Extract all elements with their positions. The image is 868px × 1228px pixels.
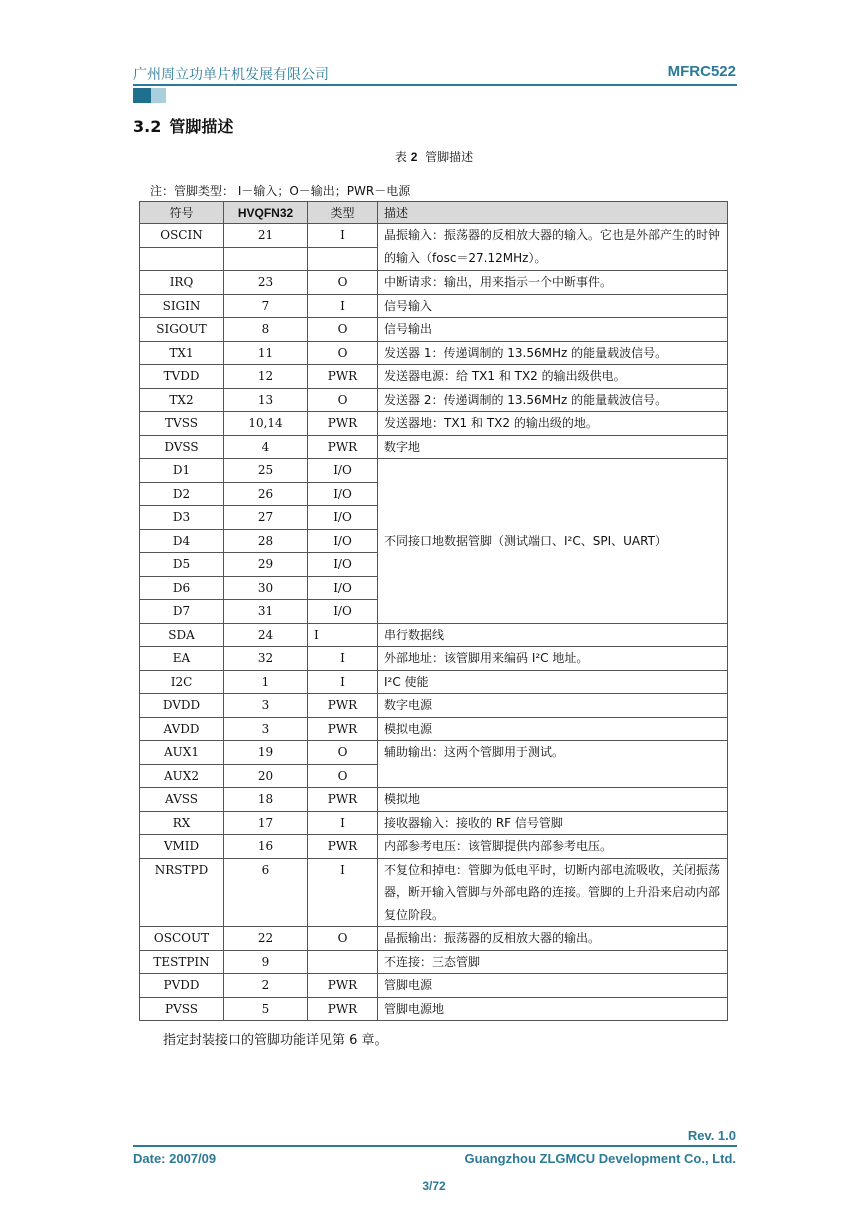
pin-type — [308, 950, 378, 974]
pin-description: 中断请求：输出，用来指示一个中断事件。 — [378, 271, 728, 295]
pin-description: 发送器 2：传递调制的 13.56MHz 的能量载波信号。 — [378, 388, 728, 412]
footer-date: Date: 2007/09 — [133, 1151, 217, 1166]
pin-description: 串行数据线 — [378, 623, 728, 647]
table-row — [140, 388, 728, 412]
pin-number: 1 — [224, 670, 308, 694]
pin-type: I/O — [308, 576, 378, 600]
pin-symbol: OSCOUT — [140, 927, 224, 951]
pin-number: 27 — [224, 506, 308, 530]
pin-number: 5 — [224, 997, 308, 1021]
pin-type: I/O — [308, 529, 378, 553]
pin-description: 数字地 — [378, 435, 728, 459]
pin-description: 接收器输入：接收的 RF 信号管脚 — [378, 811, 728, 835]
header-product: MFRC522 — [667, 63, 736, 80]
pin-symbol: D3 — [140, 506, 224, 530]
caption-title: 管脚描述 — [425, 150, 474, 164]
pin-type: PWR — [308, 788, 378, 812]
table-row — [140, 788, 728, 812]
pin-description: 管脚电源地 — [378, 997, 728, 1021]
pin-number: 24 — [224, 623, 308, 647]
header-symbol: 符号 — [140, 202, 224, 224]
pin-symbol: VMID — [140, 835, 224, 859]
caption-prefix: 表 — [394, 150, 407, 164]
pin-description: 晶振输入：振荡器的反相放大器的输入。它也是外部产生的时钟的输入（fosc＝27.12MHz）。 — [378, 224, 728, 271]
table-row — [140, 835, 728, 859]
pin-type: PWR — [308, 835, 378, 859]
table-row — [140, 717, 728, 741]
pin-symbol: AVSS — [140, 788, 224, 812]
table-row — [140, 365, 728, 389]
pin-symbol: AUX2 — [140, 764, 224, 788]
pin-type: I — [308, 224, 378, 248]
pin-symbol: D7 — [140, 600, 224, 624]
table-row — [140, 435, 728, 459]
pin-symbol: PVDD — [140, 974, 224, 998]
footer-revision: Rev. 1.0 — [687, 1128, 736, 1143]
pin-type: I/O — [308, 600, 378, 624]
pin-symbol: D4 — [140, 529, 224, 553]
pin-type: PWR — [308, 974, 378, 998]
header-description: 描述 — [378, 202, 728, 224]
pin-number-empty — [224, 247, 308, 271]
pin-symbol: RX — [140, 811, 224, 835]
pin-type: I — [308, 858, 378, 927]
pin-symbol: TX2 — [140, 388, 224, 412]
pin-number: 8 — [224, 318, 308, 342]
pin-symbol: DVSS — [140, 435, 224, 459]
pin-type: I — [308, 294, 378, 318]
caption-number: 2 — [410, 150, 418, 164]
header-square-light — [151, 88, 166, 103]
pin-number: 11 — [224, 341, 308, 365]
table-row — [140, 974, 728, 998]
table-row — [140, 224, 728, 248]
pin-type: I — [308, 670, 378, 694]
table-row — [140, 950, 728, 974]
pin-description: 晶振输出：振荡器的反相放大器的输出。 — [378, 927, 728, 951]
header-company: 广州周立功单片机发展有限公司 — [133, 67, 329, 83]
table-row — [140, 623, 728, 647]
section-title-text: 管脚描述 — [169, 117, 234, 136]
pin-symbol-empty — [140, 247, 224, 271]
pin-number: 31 — [224, 600, 308, 624]
pin-symbol: TVDD — [140, 365, 224, 389]
pin-number: 21 — [224, 224, 308, 248]
pin-symbol: TESTPIN — [140, 950, 224, 974]
table-row — [140, 318, 728, 342]
pin-type: O — [308, 341, 378, 365]
table-row — [140, 459, 728, 483]
pin-description: I²C 使能 — [378, 670, 728, 694]
table-header-row — [140, 202, 728, 224]
pin-description: 不复位和掉电：管脚为低电平时，切断内部电流吸收，关闭振荡器，断开输入管脚与外部电路的连接。管脚的上升沿来启动内部复位阶段。 — [378, 858, 728, 927]
pin-type: O — [308, 764, 378, 788]
pin-symbol: D5 — [140, 553, 224, 577]
pin-number: 17 — [224, 811, 308, 835]
pin-description: 不连接：三态管脚 — [378, 950, 728, 974]
pin-type-empty — [308, 247, 378, 271]
table-row — [140, 927, 728, 951]
pin-description: 发送器电源：给 TX1 和 TX2 的输出级供电。 — [378, 365, 728, 389]
pin-type: O — [308, 271, 378, 295]
pin-number: 29 — [224, 553, 308, 577]
pin-description: 发送器 1：传递调制的 13.56MHz 的能量载波信号。 — [378, 341, 728, 365]
footer-rule — [133, 1145, 737, 1147]
pin-type: O — [308, 318, 378, 342]
table-row — [140, 412, 728, 436]
pin-description: 管脚电源 — [378, 974, 728, 998]
pin-number: 30 — [224, 576, 308, 600]
pin-type: PWR — [308, 997, 378, 1021]
table-row — [140, 271, 728, 295]
pin-number: 12 — [224, 365, 308, 389]
pin-type: I — [308, 623, 378, 647]
pin-description: 外部地址：该管脚用来编码 I²C 地址。 — [378, 647, 728, 671]
section-title — [133, 114, 233, 137]
pin-number: 3 — [224, 694, 308, 718]
table-caption — [0, 148, 868, 165]
pin-number: 28 — [224, 529, 308, 553]
pin-symbol: IRQ — [140, 271, 224, 295]
pin-description: 模拟电源 — [378, 717, 728, 741]
pin-type: PWR — [308, 694, 378, 718]
pin-number: 23 — [224, 271, 308, 295]
pin-type: O — [308, 927, 378, 951]
pin-number: 32 — [224, 647, 308, 671]
pin-symbol: I2C — [140, 670, 224, 694]
header-rule — [133, 84, 737, 86]
pin-type-note: 注：管脚类型： I－输入；O－输出；PWR－电源 — [150, 184, 411, 198]
pin-symbol: DVDD — [140, 694, 224, 718]
pin-symbol: SDA — [140, 623, 224, 647]
pin-type: O — [308, 741, 378, 765]
pin-number: 7 — [224, 294, 308, 318]
pin-number: 3 — [224, 717, 308, 741]
pin-number: 4 — [224, 435, 308, 459]
pin-number: 19 — [224, 741, 308, 765]
pin-symbol: D6 — [140, 576, 224, 600]
pin-number: 25 — [224, 459, 308, 483]
pin-type: I/O — [308, 506, 378, 530]
pin-symbol: SIGOUT — [140, 318, 224, 342]
pin-number: 16 — [224, 835, 308, 859]
pin-description: 辅助输出：这两个管脚用于测试。 — [378, 741, 728, 788]
pin-description: 数字电源 — [378, 694, 728, 718]
pin-type: O — [308, 388, 378, 412]
pin-description: 内部参考电压：该管脚提供内部参考电压。 — [378, 835, 728, 859]
pin-number: 2 — [224, 974, 308, 998]
pin-number: 26 — [224, 482, 308, 506]
table-row — [140, 670, 728, 694]
pin-description: 信号输出 — [378, 318, 728, 342]
table-row — [140, 741, 728, 765]
table-row — [140, 811, 728, 835]
pin-type: I/O — [308, 459, 378, 483]
pin-symbol: TX1 — [140, 341, 224, 365]
pin-symbol: TVSS — [140, 412, 224, 436]
pin-type: PWR — [308, 365, 378, 389]
section-number: 3.2 — [133, 117, 162, 136]
pin-number: 20 — [224, 764, 308, 788]
table-row — [140, 694, 728, 718]
pin-number: 22 — [224, 927, 308, 951]
header-package: HVQFN32 — [224, 202, 308, 224]
table-row — [140, 997, 728, 1021]
header-type: 类型 — [308, 202, 378, 224]
pin-symbol: OSCIN — [140, 224, 224, 248]
data-bus-description: 不同接口地数据管脚（测试端口、I²C、SPI、UART） — [378, 459, 728, 624]
table-row — [140, 294, 728, 318]
pin-type: I — [308, 647, 378, 671]
pin-number: 6 — [224, 858, 308, 927]
page-number: 3/72 — [422, 1179, 446, 1193]
table-row — [140, 858, 728, 927]
pin-symbol: SIGIN — [140, 294, 224, 318]
pin-type: PWR — [308, 435, 378, 459]
pin-description: 发送器地：TX1 和 TX2 的输出级的地。 — [378, 412, 728, 436]
pin-number: 13 — [224, 388, 308, 412]
pin-description: 信号输入 — [378, 294, 728, 318]
pin-symbol: D2 — [140, 482, 224, 506]
pin-symbol: D1 — [140, 459, 224, 483]
table-row — [140, 341, 728, 365]
header-square-dark — [133, 88, 151, 103]
table-row — [140, 647, 728, 671]
pin-type: PWR — [308, 412, 378, 436]
pin-type: I/O — [308, 482, 378, 506]
pin-type: I/O — [308, 553, 378, 577]
pin-description-table — [139, 201, 728, 1021]
footer-company: Guangzhou ZLGMCU Development Co., Ltd. — [464, 1151, 736, 1166]
pin-number: 9 — [224, 950, 308, 974]
pin-symbol: AVDD — [140, 717, 224, 741]
pin-number: 10,14 — [224, 412, 308, 436]
pin-symbol: AUX1 — [140, 741, 224, 765]
pin-type: PWR — [308, 717, 378, 741]
pin-symbol: EA — [140, 647, 224, 671]
pin-description: 模拟地 — [378, 788, 728, 812]
pin-symbol: PVSS — [140, 997, 224, 1021]
chapter-reference-note: 指定封装接口的管脚功能详见第 6 章。 — [163, 1033, 388, 1048]
pin-symbol: NRSTPD — [140, 858, 224, 927]
pin-type: I — [308, 811, 378, 835]
pin-number: 18 — [224, 788, 308, 812]
